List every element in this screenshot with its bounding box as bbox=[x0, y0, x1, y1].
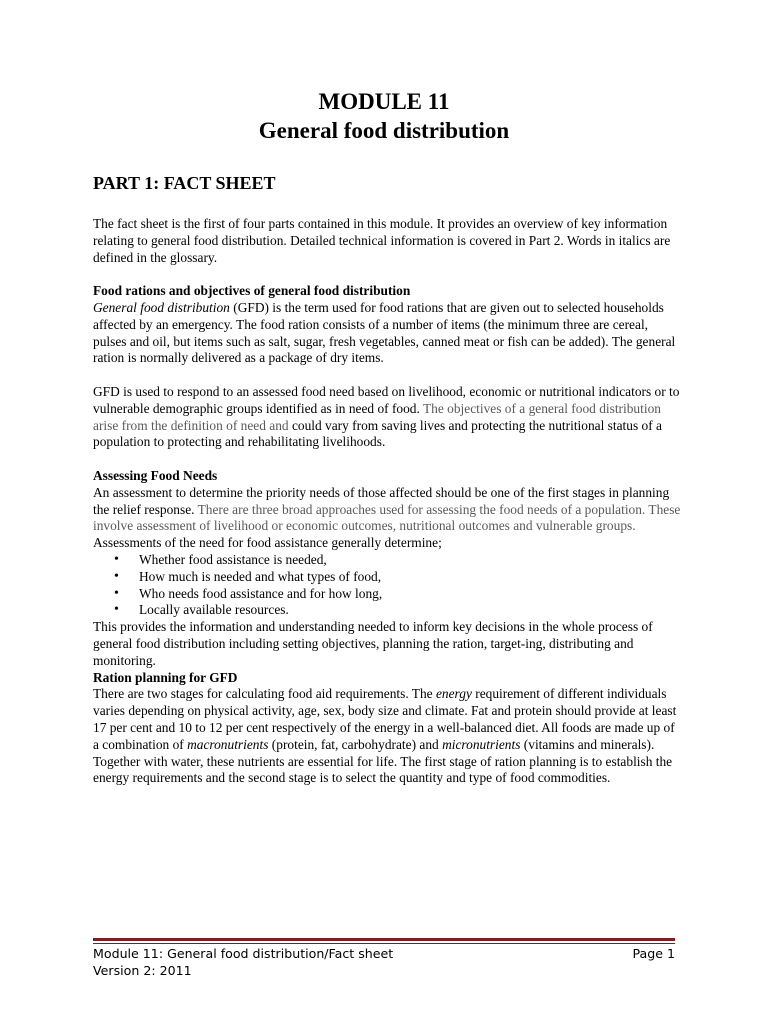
section-heading-ration-planning: Ration planning for GFD bbox=[93, 669, 238, 685]
module-title: General food distribution bbox=[258, 118, 510, 143]
footer-document-title: Module 11: General food distribution/Fact sheet bbox=[93, 946, 394, 961]
intro-paragraph: The fact sheet is the first of four parts contained in this module. It provides an overview of key information relating to general food distribution. Detailed technical information is covered in Part 2. Words in italics are defined in the glossary. bbox=[93, 216, 671, 265]
assessment-paragraph: An assessment to determine the priority needs of those affected should be one of the first stages in planning the relief response. There are three broad approaches used for assessing the food needs of a population. These involve assessment of livelihood or economic outcomes, nutritional outcomes and vulnerable groups. Assessments of the need for food assistance generally determine; bbox=[93, 484, 681, 551]
section-heading-food-rations: Food rations and objectives of general food distribution bbox=[93, 283, 411, 299]
list-item: • Who needs food assistance and for how long, bbox=[139, 586, 683, 603]
glossary-term: energy bbox=[435, 686, 472, 702]
assessment-followup-paragraph: This provides the information and understanding needed to inform key decisions in the whole process of general food distribution including setting objectives, planning the ration, target-ing, distributing and monitoring. bbox=[93, 619, 653, 668]
footer-version: Version 2: 2011 bbox=[93, 962, 192, 978]
list-item: • Locally available resources. bbox=[139, 602, 683, 619]
section-heading-assessing-food-needs: Assessing Food Needs bbox=[93, 467, 218, 483]
glossary-term: micronutrients bbox=[442, 736, 521, 752]
assessment-list bbox=[93, 552, 683, 619]
gfd-definition-paragraph: General food distribution (GFD) is the term used for food rations that are given out to selected households affected by an emergency. The food ration consists of a number of items (the minimum three are cereal, pulses and oil, but items such as salt, sugar, fresh vegetables, canned meat or fish can be added). The general ration is normally delivered as a package of dry items. bbox=[93, 299, 676, 366]
page-footer bbox=[93, 946, 675, 979]
list-item: • Whether food assistance is needed, bbox=[139, 552, 683, 569]
footer-rule-thick bbox=[93, 938, 675, 941]
page-number: Page 1 bbox=[632, 946, 675, 961]
glossary-term: General food distribution bbox=[93, 299, 230, 315]
part-heading: PART 1: FACT SHEET bbox=[93, 173, 276, 193]
glossary-term: macronutrients bbox=[187, 736, 269, 752]
ration-planning-paragraph: There are two stages for calculating food aid requirements. The energy requirement of different individuals varies depending on physical activity, age, sex, body size and climate. Fat and protein should provide at least 17 per cent and 10 to 12 per cent respectively of the energy in a well-balanced diet. All foods are made up of a combination of macronutrients (protein, fat, carbohydrate) and micronutrients (vitamins and minerals). Together with water, these nutrients are essential for life. The first stage of ration planning is to establish the energy requirements and the second stage is to select the quantity and type of food commodities. bbox=[93, 686, 677, 786]
gfd-objectives-paragraph: GFD is used to respond to an assessed food need based on livelihood, economic or nutritional indicators or to vulnerable demographic groups identified as in need of food. The objectives of a general food distribution arise from the definition of need and could vary from saving lives and protecting the nutritional status of a population to protecting and rehabilitating livelihoods. bbox=[93, 383, 680, 450]
list-item: • How much is needed and what types of food, bbox=[139, 569, 683, 586]
body-text bbox=[93, 216, 683, 787]
footer-rule-thin bbox=[93, 943, 675, 944]
module-number: MODULE 11 bbox=[318, 89, 450, 114]
